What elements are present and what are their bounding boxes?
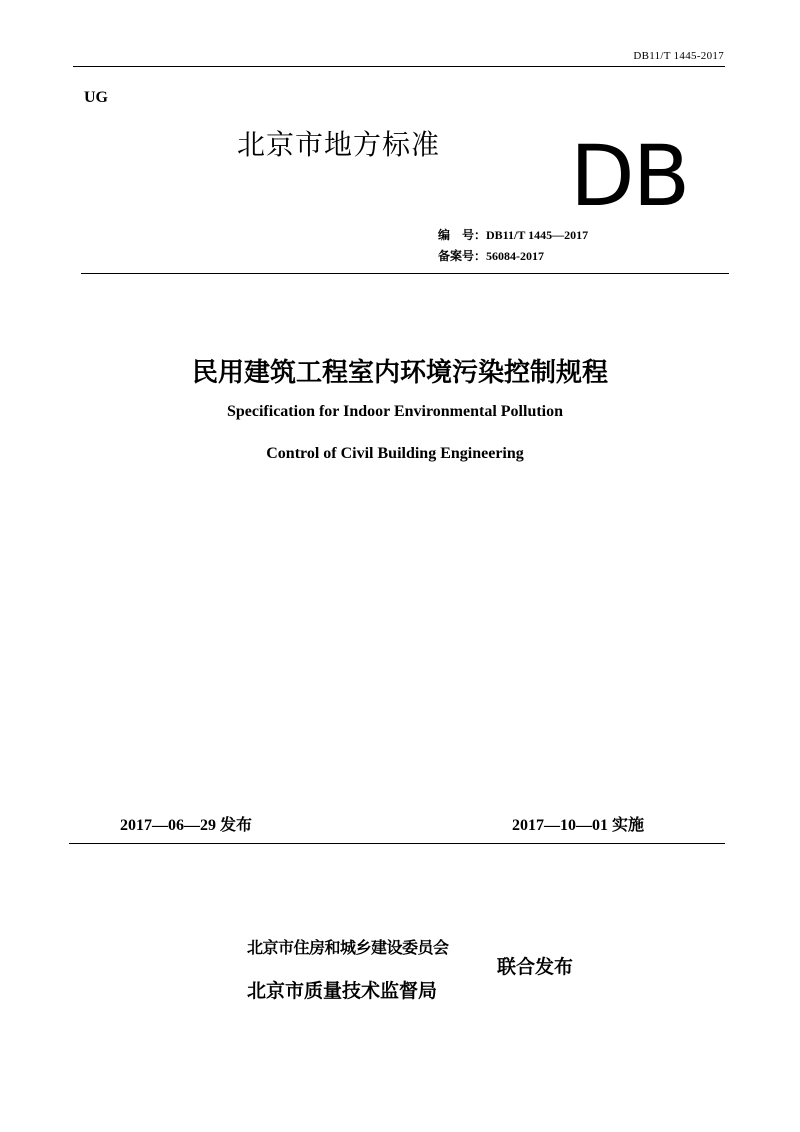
impl-label: 实施: [612, 815, 645, 834]
header-divider: [73, 66, 725, 67]
title-cn: 民用建筑工程室内环境污染控制规程: [191, 358, 608, 388]
issue-date: 2017—06—29: [120, 817, 216, 834]
standard-number-label: 编 号：: [438, 228, 487, 242]
issuer-2: 北京市质量技术监督局: [247, 980, 438, 1002]
record-number-label: 备案号：: [438, 249, 487, 263]
ics-code: UG: [84, 89, 108, 106]
standard-number-row: [438, 226, 588, 243]
joint-issue-label: 联合发布: [497, 956, 574, 978]
record-number-row: [438, 247, 544, 264]
top-divider: [81, 273, 729, 274]
standard-type: 北京市地方标准: [237, 128, 441, 161]
impl-date-row: [512, 812, 644, 835]
title-en-line1: Specification for Indoor Environmental Pollution: [226, 403, 564, 420]
header-std-code: DB11/T 1445-2017: [633, 50, 724, 62]
issue-date-row: [120, 812, 252, 835]
issue-label: 发布: [220, 815, 253, 834]
standard-number-value: DB11/T 1445—2017: [486, 228, 589, 242]
title-en-line2: Control of Civil Building Engineering: [266, 445, 524, 462]
issuer-1: 北京市住房和城乡建设委员会: [247, 938, 449, 957]
impl-date: 2017—10—01: [512, 817, 608, 834]
bottom-divider: [69, 843, 725, 844]
record-number-value: 56084-2017: [486, 249, 545, 263]
db-logo-text: DB: [570, 127, 689, 225]
